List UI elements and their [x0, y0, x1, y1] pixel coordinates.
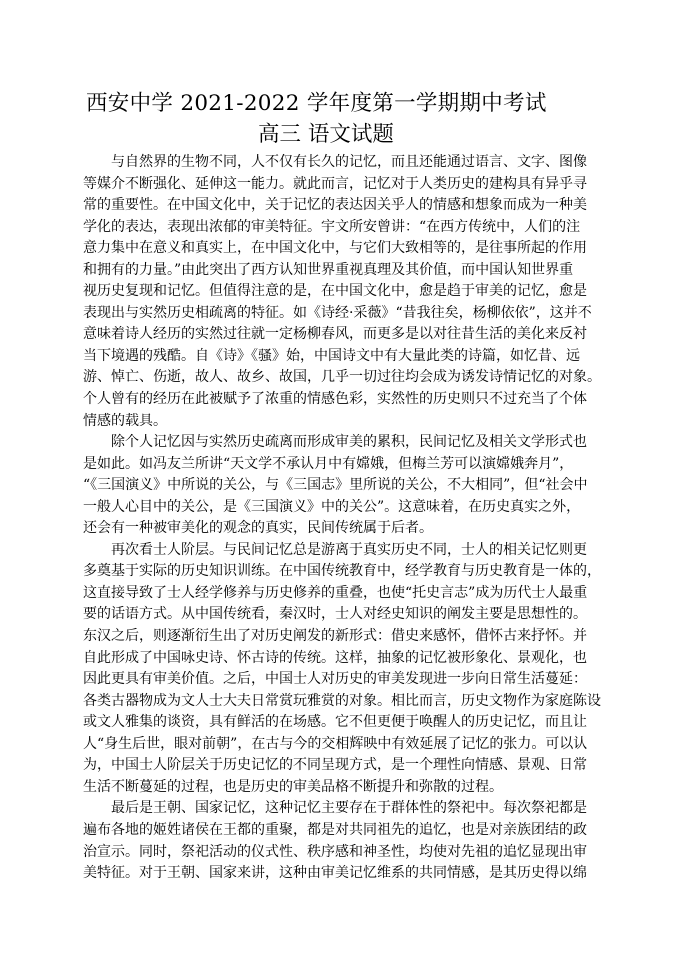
passage-line: 表现出与实然历史相疏离的特征。如《诗经·采薇》“昔我往矣，杨柳依依”，这并不 — [83, 304, 592, 321]
passage-line: 最后是王朝、国家记忆，这种记忆主要存在于群体性的祭祀中。每次祭祀都是 — [111, 800, 587, 817]
passage-line: 是如此。如冯友兰所讲“天文学不承认月中有嫦娥，但梅兰芳可以演嫦娥奔月”， — [83, 455, 574, 472]
passage-line: 学化的表达，表现出浓郁的审美特征。宇文所安曾讲：“在西方传统中，人们的注 — [83, 218, 581, 235]
passage-line: 为，中国士人阶层关于历史记忆的不同呈现方式，是一个理性向情感、景观、日常 — [83, 757, 587, 774]
passage-line: 因此更具有审美价值。之后，中国士人对历史的审美发现进一步向日常生活蔓延： — [83, 671, 587, 688]
passage-line: 要的话语方式。从中国传统看，秦汉时，士人对经史知识的阐发主要是思想性的。 — [83, 606, 587, 623]
passage-line: 遍布各地的姬姓诸侯在王都的重聚，都是对共同祖先的追忆，也是对亲族团结的政 — [83, 821, 587, 838]
passage-line: 或文人雅集的谈资，具有鲜活的在场感。它不但更便于唤醒人的历史记忆，而且让 — [83, 714, 587, 731]
passage-line: 生活不断蔓延的过程，也是历史的审美品格不断提升和弥散的过程。 — [83, 778, 503, 795]
passage-line: “《三国演义》中所说的关公，与《三国志》里所说的关公，不大相同”，但“社会中 — [83, 477, 588, 494]
passage-line: 各类古器物成为文人士大夫日常赏玩雅赏的对象。相比而言，历史文物作为家庭陈设 — [83, 692, 601, 709]
exam-subtitle: 高三 语文试题 — [258, 122, 394, 147]
passage-line: 多奠基于实际的历史知识训练。在中国传统教育中，经学教育与历史教育是一体的， — [83, 563, 601, 580]
passage-line: 游、悼亡、伤逝，故人、故乡、故国，几乎一切过往均会成为诱发诗情记忆的对象。 — [83, 369, 601, 386]
passage-line: 当下境遇的残酷。自《诗》《骚》始，中国诗文中有大量此类的诗篇，如忆昔、远 — [83, 347, 580, 364]
passage-line: 与自然界的生物不同，人不仅有长久的记忆，而且还能通过语言、文字、图像 — [111, 154, 587, 170]
passage-line: 视历史复现和记忆。但值得注意的是，在中国文化中，愈是趋于审美的记忆，愈是 — [83, 283, 587, 300]
passage-line: 意力集中在意义和真实上，在中国文化中，与它们大致相等的，是往事所起的作用 — [83, 240, 587, 257]
passage-line: 这直接导致了士人经学修养与历史修养的重叠，也使“托史言志”成为历代士人最重 — [83, 584, 588, 601]
passage-line: 东汉之后，则逐渐衍生出了对历史阐发的新形式：借史来感怀，借怀古来抒怀。并 — [83, 628, 587, 645]
passage-line: 等媒介不断强化、延伸这一能力。就此而言，记忆对于人类历史的建构具有异乎寻 — [83, 175, 587, 192]
passage-line: 再次看士人阶层。与民间记忆总是游离于真实历史不同，士人的相关记忆则更 — [111, 541, 587, 558]
passage-line: 治宣示。同时，祭祀活动的仪式性、秩序感和神圣性，均使对先祖的追忆显现出审 — [83, 843, 587, 860]
passage-line: 一般人心目中的关公，是《三国演义》中的关公”。这意味着，在历史真实之外， — [83, 498, 581, 515]
passage-line: 个人曾有的经历在此被赋予了浓重的情感色彩，实然性的历史则只不过充当了个体 — [83, 391, 587, 408]
passage-line: 自此形成了中国咏史诗、怀古诗的传统。这样，抽象的记忆被形象化、景观化，也 — [83, 649, 587, 666]
passage-line: 还会有一种被审美化的观念的真实，民间传统属于后者。 — [83, 520, 433, 537]
passage-line: 意味着诗人经历的实然过往就一定杨柳春风，而更多是以对往昔生活的美化来反衬 — [83, 326, 587, 343]
reading-passage — [83, 152, 643, 885]
passage-line: 美特征。对于王朝、国家来讲，这种由审美记忆维系的共同情感，是其历史得以绵 — [83, 865, 587, 882]
exam-title: 西安中学 2021-2022 学年度第一学期期中考试 — [86, 91, 547, 116]
passage-line: 和拥有的力量。”由此突出了西方认知世界重视真理及其价值，而中国认知世界重 — [83, 261, 574, 278]
passage-line: 除个人记忆因与实然历史疏离而形成审美的累积，民间记忆及相关文学形式也 — [111, 434, 587, 451]
passage-line: 人“身生后世，眼对前朝”，在古与今的交相辉映中有效延展了记忆的张力。可以认 — [83, 735, 588, 752]
passage-line: 情感的载具。 — [83, 412, 167, 429]
passage-line: 常的重要性。在中国文化中，关于记忆的表达因关乎人的情感和想象而成为一种美 — [83, 197, 587, 214]
